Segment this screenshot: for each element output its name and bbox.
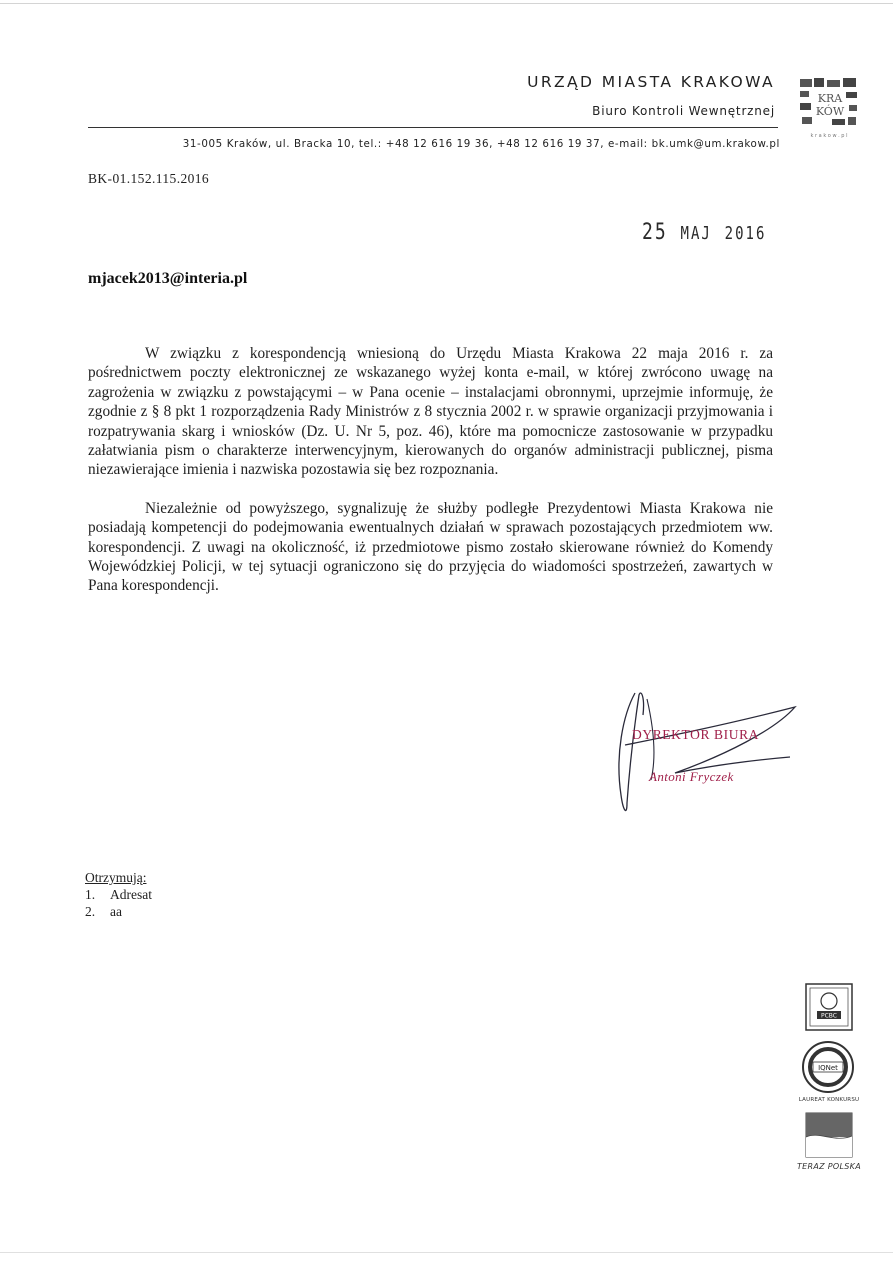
list-item-label: aa — [110, 904, 122, 919]
laureat-label: LAUREAT KONKURSU — [798, 1097, 860, 1103]
contact-info: 31-005 Kraków, ul. Bracka 10, tel.: +48 12 616 19 36, +48 12 616 19 37, e-mail: bk.umk@um.krakow.pl — [182, 138, 780, 150]
logo-caption: k r a k o w . p l — [810, 133, 848, 139]
date-day: 25 — [642, 219, 668, 246]
org-name: URZĄD MIASTA KRAKOWA — [527, 73, 775, 91]
date-year: 2016 — [724, 224, 767, 244]
list-item-number: 2. — [85, 904, 96, 919]
recipient-email: mjacek2013@interia.pl — [88, 270, 248, 287]
signature-name: Antoni Fryczek — [649, 769, 734, 784]
letter-body — [88, 344, 773, 615]
pcbc-certificate-logo — [805, 983, 853, 1031]
logo-text-top: KRA — [817, 92, 843, 105]
list-item-label: Adresat — [110, 887, 152, 902]
top-edge-line — [0, 3, 893, 4]
list-item-number: 1. — [85, 887, 96, 902]
krakow-logo — [799, 77, 859, 143]
distribution-list — [85, 869, 152, 920]
date-stamp — [642, 219, 766, 245]
pcbc-label: PCBC — [820, 1012, 838, 1020]
department-name: Biuro Kontroli Wewnętrznej — [592, 104, 775, 118]
teraz-polska-label: TERAZ POLSKA — [797, 1162, 861, 1171]
iqnet-label: IQNet — [818, 1064, 838, 1072]
iqnet-certificate-logo — [801, 1040, 855, 1094]
bottom-edge-line — [0, 1252, 893, 1253]
list-item — [85, 886, 152, 903]
signature-title: DYREKTOR BIURA — [632, 727, 760, 742]
logo-text-bottom: KÓW — [815, 105, 845, 118]
teraz-polska-emblem — [805, 1112, 853, 1158]
handwritten-signature — [605, 685, 815, 825]
list-item — [85, 903, 152, 920]
body-paragraph-1: W związku z korespondencją wniesioną do Urzędu Miasta Krakowa 22 maja 2016 r. za pośrednictwem poczty elektronicznej ze wskazanego wyżej konta e-mail, w której zwrócono uwagę na zagrożenia w związku z powstającymi – w Pana ocenie – instalacjami obronnymi, uprzejmie informuję, że zgodnie z § 8 pkt 1 rozporządzenia Rady Ministrów z 8 stycznia 2002 r. w sprawie organizacji przyjmowania i rozpatrywania skarg i wniosków (Dz. U. Nr 5, poz. 46), które ma pomocnicze zastosowanie w przypadku załatwiania pism o charakterze interwencyjnym, kierowanych do organów administracji publicznej, pisma niezawierające imienia i nazwiska pozostawia się bez rozpoznania. — [88, 345, 773, 479]
body-paragraph-2: Niezależnie od powyższego, sygnalizuję że służby podległe Prezydentowi Miasta Krakowa nie posiadają kompetencji do podejmowania ewentualnych działań w sprawach pozostających przedmiotem ww. korespondencji. Z uwagi na okoliczność, iż przedmiotowe pismo zostało skierowane również do Komendy Wojewódzkiej Policji, w tej sytuacji ograniczono się do przyjęcia do wiadomości spostrzeżeń, zawartych w Pana korespondencji. — [88, 499, 773, 595]
distribution-heading: Otrzymują: — [85, 870, 147, 885]
reference-number: BK-01.152.115.2016 — [88, 171, 210, 186]
date-month: MAJ — [680, 224, 712, 244]
header-divider — [88, 127, 778, 128]
